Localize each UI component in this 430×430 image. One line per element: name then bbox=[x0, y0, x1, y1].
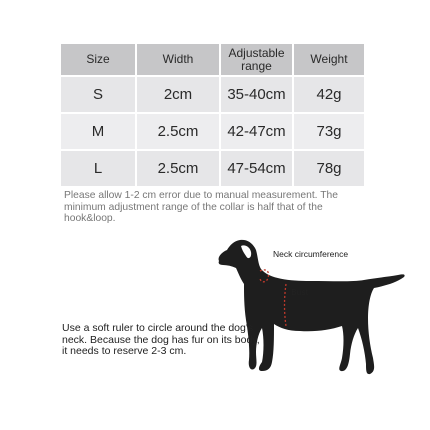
neck-circumference-label: Neck circumference bbox=[273, 249, 349, 259]
measurement-note: Please allow 1-2 cm error due to manual measurement. The minimum adjustment range of the collar is half that of the hook&loop. bbox=[64, 190, 338, 224]
cell-width: 2.5cm bbox=[136, 113, 220, 150]
cell-width: 2.5cm bbox=[136, 150, 220, 187]
cell-size: L bbox=[60, 150, 136, 187]
cell-weight: 78g bbox=[293, 150, 365, 187]
table-row bbox=[60, 76, 365, 113]
bust-label: Bust bbox=[291, 287, 309, 297]
size-chart-table bbox=[59, 42, 366, 188]
cell-size: S bbox=[60, 76, 136, 113]
cell-width: 2cm bbox=[136, 76, 220, 113]
table-row bbox=[60, 150, 365, 187]
table-header-row bbox=[60, 43, 365, 76]
header-size: Size bbox=[60, 43, 136, 76]
table-row bbox=[60, 113, 365, 150]
header-weight: Weight bbox=[293, 43, 365, 76]
cell-range: 47-54cm bbox=[220, 150, 293, 187]
cell-range: 42-47cm bbox=[220, 113, 293, 150]
cell-size: M bbox=[60, 113, 136, 150]
cell-range: 35-40cm bbox=[220, 76, 293, 113]
header-width: Width bbox=[136, 43, 220, 76]
cell-weight: 73g bbox=[293, 113, 365, 150]
header-adjustable-range: Adjustable range bbox=[220, 43, 293, 76]
measuring-instruction: Use a soft ruler to circle around the dog's neck. Because the dog has fur on its body, it needs to reserve 2-3 cm. bbox=[62, 322, 260, 358]
cell-weight: 42g bbox=[293, 76, 365, 113]
